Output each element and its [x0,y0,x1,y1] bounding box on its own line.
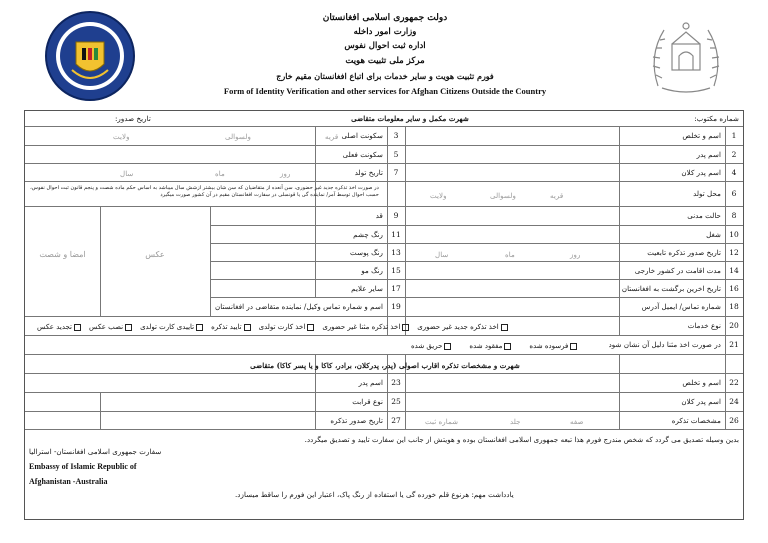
photo-placeholder[interactable]: عکس [145,250,165,259]
province-placeholder: ولایت [113,132,130,141]
row-number: 19 [391,302,401,311]
page-placeholder: صفه [570,417,584,426]
field-label: رنگ مو [361,265,383,275]
service-option-label: تاییدی کارت تولدی [140,323,195,331]
checkbox-icon[interactable] [307,324,314,331]
field-label: تاریخ اخرین برگشت به افغانستان [621,283,721,293]
row-number: 6 [731,189,737,198]
field-label: اسم پدر کلان [681,397,721,406]
embassy-name-en-1: Embassy of Islamic Republic of [29,462,137,471]
field-label: مدت اقامت در کشور خارجی [634,265,721,275]
field-label: در صورت اخذ مثنا دلیل آن نشان شود [608,340,721,349]
field-label: تاریخ صدور تذکره تابعیت [647,247,721,257]
field-label: رنگ چشم [353,229,383,239]
field-label: اسم پدر [696,149,721,159]
header-line-state: دولت جمهوری اسلامی افغانستان [322,13,448,23]
service-option[interactable] [417,323,509,331]
checkbox-icon[interactable] [570,343,577,350]
year-placeholder: سال [120,169,134,178]
reason-option[interactable] [529,342,579,350]
row-number: 15 [391,265,401,275]
field-label: نوع قرابت [352,397,383,406]
service-option[interactable] [140,323,205,331]
birthplace-province-placeholder: ولایت [430,191,447,200]
field-label: تاریخ صدور تذکره [330,415,383,425]
issue-month-placeholder: ماه [505,250,515,259]
embassy-name-fa: سفارت جمهوری اسلامی افغانستان- استرالیا [29,447,162,456]
issue-day-placeholder: روز [570,250,581,259]
village-placeholder: قریه [325,132,339,141]
checkbox-icon[interactable] [125,324,132,331]
row-number: 12 [729,247,739,257]
row-number: 5 [393,149,399,159]
header-line-department: اداره ثبت احوال نفوس [344,41,426,51]
row-number: 14 [729,265,739,275]
service-option[interactable] [211,323,253,331]
row-number: 22 [729,378,739,387]
header-line-center: مرکز ملی تثبیت هویت [345,56,425,66]
field-label: اسم پدر کلان [681,167,721,177]
row-number: 20 [729,321,739,330]
ministry-seal-icon [42,8,138,104]
service-option[interactable] [259,323,317,331]
field-label: شماره تماس/ ایمیل آدرس [641,302,721,311]
issue-date-label: تاریخ صدور: [115,114,151,123]
reason-option[interactable] [411,342,453,350]
row-number: 3 [393,131,399,140]
form-table [24,110,744,520]
row-number: 4 [731,167,737,177]
checkbox-icon[interactable] [444,343,451,350]
national-emblem-icon [638,8,734,104]
service-option-label: نصب عکس [88,323,124,331]
checkbox-icon[interactable] [402,324,409,331]
birthplace-village-placeholder: قریه [550,191,564,200]
services-options [31,322,510,333]
row-number: 23 [391,378,401,387]
row-number: 24 [729,397,739,406]
row-number: 11 [391,229,401,239]
field-label: تاریخ تولد [354,167,383,177]
month-placeholder: ماه [215,169,225,178]
row-number: 25 [391,397,401,406]
field-label: شغل [706,229,721,239]
header-line-form-title-fa: فورم تثبیت هویت و سایر خدمات برای اتباع افغانستان مقیم خارج [276,71,494,81]
day-placeholder: روز [280,169,291,178]
field-label: اسم و تخلص [682,131,721,140]
reg-number-placeholder: شماره ثبت [425,417,459,426]
reason-option-label: مفقود شده [469,342,503,350]
field-label: نوع خدمات [687,321,721,330]
row-number: 10 [729,229,739,239]
row-number: 16 [729,283,739,293]
row-number: 18 [729,302,739,311]
service-option[interactable] [322,323,411,331]
row-number: 9 [393,211,399,220]
volume-placeholder: جلد [510,417,521,426]
header-line-form-title-en: Form of Identity Verification and other services for Afghan Citizens Outside the Country [223,86,547,96]
service-option-label: اخذ تذکره جدید غیر حضوری [417,323,499,331]
field-label: سکونت اصلی [341,131,383,140]
service-option[interactable] [37,323,83,331]
birthplace-district-placeholder: ولسوالی [490,191,516,200]
field-label: سایر علایم [351,283,383,293]
row-number: 27 [391,415,401,425]
reason-options [395,341,579,352]
reason-option[interactable] [469,342,513,350]
district-placeholder: ولسوالی [225,132,251,141]
important-note: یادداشت مهم: هرنوع قلم خورده گی یا استفاده از رنگ پاک، اعتبار این فورم را ساقط میسازد. [235,490,514,499]
field-label: مشخصات تذکره [671,415,721,425]
confirmation-text: بدین وسیله تصدیق می گردد که شخص مندرج فورم هذا تبعه جمهوری اسلامی افغانستان بوده و هویتش از جانب این سفارت تایید و تصدیق میگردد. [304,435,739,444]
field-label: اسم پدر [358,378,383,387]
checkbox-icon[interactable] [501,324,508,331]
letter-number-label: شماره مکتوب: [694,114,739,123]
row-number: 8 [731,211,737,220]
field-label: رنگ پوست [350,247,383,257]
embassy-name-en-2: Afghanistan -Australia [29,477,108,486]
field-label: سکونت فعلی [342,149,383,159]
row-number: 2 [731,149,737,159]
section-title: شهرت مکمل و سایر معلومات متقاضی [351,114,469,123]
service-option-label: تایید تذکره [211,323,242,331]
service-option-label: اخذ کارت تولدی [258,323,306,331]
notice-row-6: در صورت اخذ تذکره جدید غیر حضوری، سن آنعده از متقاضیان که سن شان بیشتر ازشش سال میباشد به اساس حکم ماده شصت و پنجم قانون ثبت احوال نفوس، حسب احوال توسط آمر/ نماینده گی یا قونسلی در سفارت افغانستان مقیم در آن کشور صورت میگیرد [30,185,379,198]
checkbox-icon[interactable] [504,343,511,350]
row-number: 21 [729,340,739,349]
checkbox-icon[interactable] [244,324,251,331]
service-option-label: تجدید عکس [37,323,72,331]
field-label: محل تولد [693,189,721,198]
field-label: اسم و تخلص [682,378,721,387]
field-label: قد [375,211,383,220]
row-number: 13 [391,247,401,257]
row-number: 26 [729,415,739,425]
relatives-section-title: شهرت و مشخصات تذکره اقارب اصولی (پدر، پدرکلان، برادر، کاکا و یا پسر کاکا) متقاضی [250,361,520,370]
row-number: 17 [391,283,401,293]
checkbox-icon[interactable] [74,324,81,331]
row-number: 1 [731,131,737,140]
issue-year-placeholder: سال [435,250,449,259]
service-option-label: اخذ تذکره مثنا غیر حضوری [322,323,401,331]
field-label: اسم و شماره تماس وکیل/ نماینده متقاضی در افغانستان [214,302,383,311]
service-option[interactable] [89,323,134,331]
field-label: حالت مدنی [687,211,721,220]
row-number: 7 [393,167,399,177]
checkbox-icon[interactable] [196,324,203,331]
reason-option-label: فرسوده شده [529,342,569,350]
reason-option-label: حریق شده [411,342,443,350]
header-line-ministry: وزارت امور داخله [353,27,417,37]
signature-placeholder[interactable]: امضا و شصت [39,250,86,259]
